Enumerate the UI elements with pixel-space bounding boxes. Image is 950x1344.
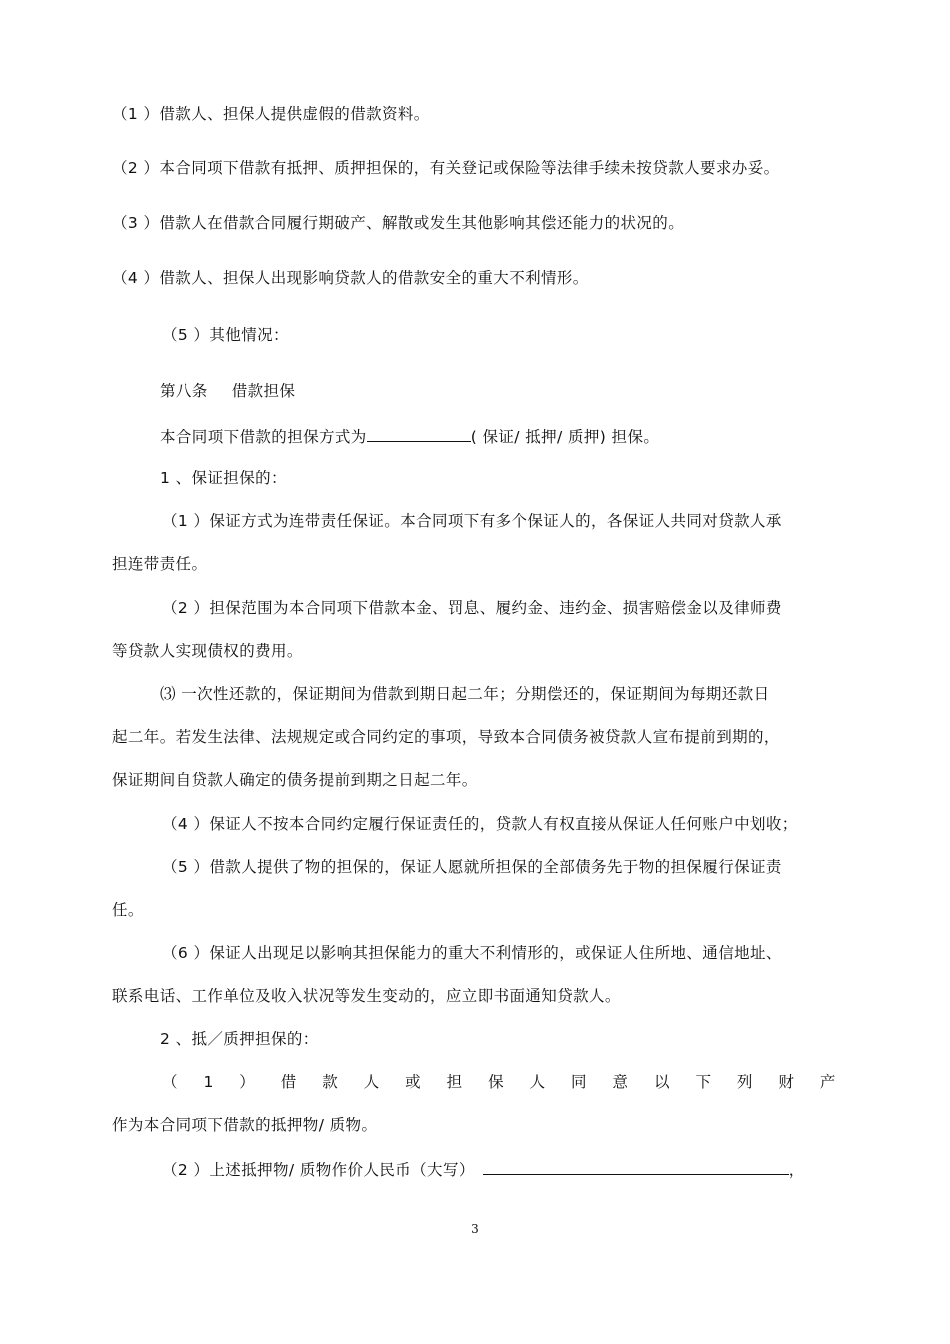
char: 下 xyxy=(695,1073,712,1091)
section-heading: 1 、保证担保的： xyxy=(160,469,287,487)
paragraph-line: （6 ）保证人出现足以影响其担保能力的重大不利情形的，或保证人住所地、通信地址、 xyxy=(162,944,782,962)
char: 意 xyxy=(612,1073,629,1091)
paragraph-line: 起二年。若发生法律、法规规定或合同约定的事项，导致本合同债务被贷款人宣布提前到期的， xyxy=(112,728,780,746)
paragraph-text: ( 保证/ 抵押/ 质押) 担保。 xyxy=(470,428,660,446)
list-item: （4 ）借款人、担保人出现影响贷款人的借款安全的重大不利情形。 xyxy=(112,269,589,287)
char: 人 xyxy=(363,1073,380,1091)
paragraph-line: 保证期间自贷款人确定的债务提前到期之日起二年。 xyxy=(112,771,478,789)
article-number: 第八条 xyxy=(160,382,208,400)
char: ） xyxy=(239,1073,256,1091)
fill-in-blank xyxy=(483,1157,789,1175)
char: 担 xyxy=(446,1073,463,1091)
list-item: （5 ）其他情况： xyxy=(162,326,289,344)
paragraph-line: （2 ）担保范围为本合同项下借款本金、罚息、履约金、违约金、损害赔偿金以及律师费 xyxy=(162,599,782,617)
paragraph-text: （2 ）上述抵押物/ 质物作价人民币（大写） xyxy=(162,1161,475,1179)
paragraph-line: （1 ）保证方式为连带责任保证。本合同项下有多个保证人的，各保证人共同对贷款人承 xyxy=(162,512,782,530)
paragraph-line: 担连带责任。 xyxy=(112,555,208,573)
char: 款 xyxy=(322,1073,339,1091)
list-item: （3 ）借款人在借款合同履行期破产、解散或发生其他影响其偿还能力的状况的。 xyxy=(112,214,685,232)
justified-line xyxy=(162,1071,836,1093)
char: 人 xyxy=(529,1073,546,1091)
guarantee-method-line xyxy=(160,424,659,448)
char: 列 xyxy=(736,1073,753,1091)
fill-in-blank xyxy=(367,424,471,442)
char: 财 xyxy=(778,1073,795,1091)
list-item: （1 ）借款人、担保人提供虚假的借款资料。 xyxy=(112,105,430,123)
paragraph-line: 联系电话、工作单位及收入状况等发生变动的，应立即书面通知贷款人。 xyxy=(112,987,621,1005)
char: 借 xyxy=(280,1073,297,1091)
char: 同 xyxy=(571,1073,587,1091)
char: 1 xyxy=(203,1073,214,1091)
char: 保 xyxy=(488,1073,505,1091)
paragraph-line: 任。 xyxy=(112,901,144,919)
char: （ xyxy=(162,1073,178,1091)
paragraph-text: ， xyxy=(788,1161,805,1179)
paragraph-line: （5 ）借款人提供了物的担保的，保证人愿就所担保的全部债务先于物的担保履行保证责 xyxy=(162,858,782,876)
section-heading: 2 、抵／质押担保的： xyxy=(160,1030,319,1048)
page-number: 3 xyxy=(471,1222,479,1236)
list-item: （2 ）本合同项下借款有抵押、质押担保的，有关登记或保险等法律手续未按贷款人要求办妥。 xyxy=(112,159,780,177)
paragraph-line: 作为本合同项下借款的抵押物/ 质物。 xyxy=(112,1116,378,1134)
article-heading xyxy=(160,380,295,402)
article-title: 借款担保 xyxy=(231,382,296,400)
paragraph-text: 本合同项下借款的担保方式为 xyxy=(160,428,367,446)
char: 或 xyxy=(405,1073,422,1091)
valuation-line xyxy=(162,1157,805,1181)
paragraph-line: （4 ）保证人不按本合同约定履行保证责任的，贷款人有权直接从保证人任何账户中划收； xyxy=(162,815,798,833)
paragraph-line: ⑶ 一次性还款的，保证期间为借款到期日起二年；分期偿还的，保证期间为每期还款日 xyxy=(160,685,770,703)
char: 产 xyxy=(819,1073,836,1091)
paragraph-line: 等贷款人实现债权的费用。 xyxy=(112,642,303,660)
char: 以 xyxy=(653,1073,670,1091)
